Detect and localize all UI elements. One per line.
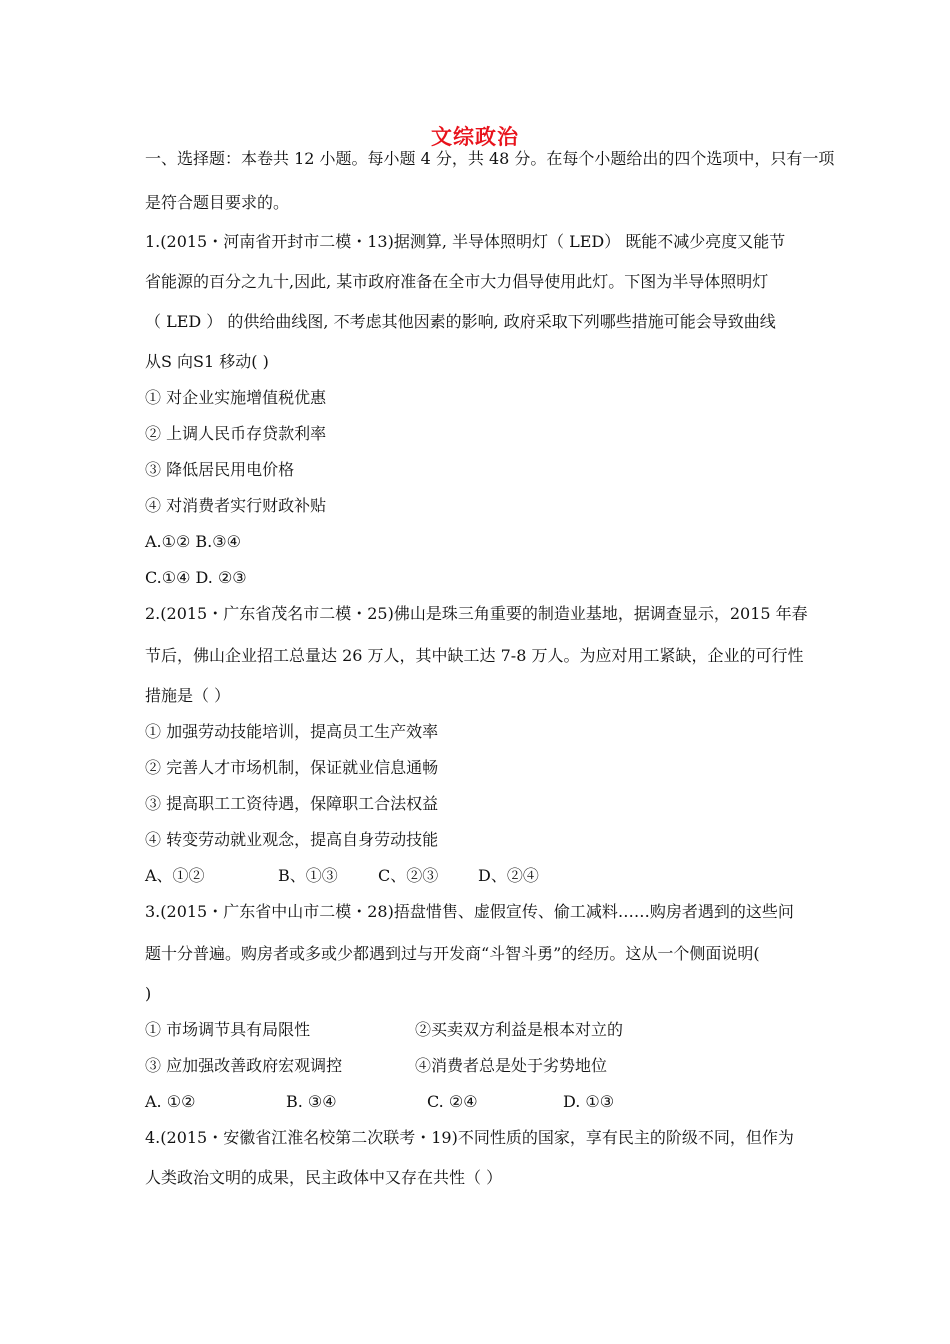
q3-item: ④消费者总是处于劣势地位 <box>415 1056 608 1075</box>
q1-choices: C.①④ D. ②③ <box>145 568 247 587</box>
q2-stem-line: 节后，佛山企业招工总量达 26 万人，其中缺工达 7-8 万人。为应对用工紧缺，企业的可行性 <box>145 646 804 665</box>
q2-choices <box>145 865 815 887</box>
q1-item: ③ 降低居民用电价格 <box>145 460 295 479</box>
q1-item: ① 对企业实施增值税优惠 <box>145 388 327 407</box>
q1-item: ④ 对消费者实行财政补贴 <box>145 496 327 515</box>
q3-item: ③ 应加强改善政府宏观调控 <box>145 1056 343 1075</box>
q2-item: ③ 提高职工工资待遇，保障职工合法权益 <box>145 794 439 813</box>
q2-stem-line: 2.(2015・广东省茂名市二模・25)佛山是珠三角重要的制造业基地，据调查显示，2015 年春 <box>145 604 808 623</box>
q2-choice-b: B、①③ <box>278 866 338 885</box>
q1-stem-line: 从S 向S1 移动( ) <box>145 352 269 371</box>
q2-item: ① 加强劳动技能培训，提高员工生产效率 <box>145 722 439 741</box>
q3-item: ②买卖双方利益是根本对立的 <box>415 1020 624 1039</box>
q3-choice-c: C. ②④ <box>427 1092 478 1111</box>
page-title: 文综政治 <box>431 125 519 149</box>
q2-item: ④ 转变劳动就业观念，提高自身劳动技能 <box>145 830 439 849</box>
q1-item: ② 上调人民币存贷款利率 <box>145 424 327 443</box>
q3-stem-line: ) <box>145 984 152 1003</box>
q1-choices: A.①② B.③④ <box>145 532 241 551</box>
q2-item: ② 完善人才市场机制，保证就业信息通畅 <box>145 758 439 777</box>
q3-items-row <box>145 1019 815 1041</box>
q2-choice-c: C、②③ <box>378 866 439 885</box>
q3-choice-b: B. ③④ <box>286 1092 337 1111</box>
q3-stem-line: 3.(2015・广东省中山市二模・28)捂盘惜售、虚假宣传、偷工减料……购房者遇到的这些问 <box>145 902 794 921</box>
q4-stem-line: 人类政治文明的成果，民主政体中又存在共性（ ） <box>145 1168 503 1187</box>
q4-stem-line: 4.(2015・安徽省江淮名校第二次联考・19)不同性质的国家，享有民主的阶级不同，但作为 <box>145 1128 794 1147</box>
q3-item: ① 市场调节具有局限性 <box>145 1020 311 1039</box>
q2-stem-line: 措施是（ ） <box>145 686 231 705</box>
q3-items-row <box>145 1055 815 1077</box>
q3-choice-d: D. ①③ <box>563 1092 615 1111</box>
q3-choices <box>145 1091 815 1113</box>
q1-stem-line: 省能源的百分之九十,因此, 某市政府准备在全市大力倡导使用此灯。下图为半导体照明灯 <box>145 272 769 291</box>
q3-choice-a: A. ①② <box>145 1092 196 1111</box>
q1-stem-line: 1.(2015・河南省开封市二模・13)据测算, 半导体照明灯（ LED） 既能不减少亮度又能节 <box>145 232 786 251</box>
intro-line: 是符合题目要求的。 <box>145 193 290 212</box>
q1-stem-line: （ LED ） 的供给曲线图, 不考虑其他因素的影响, 政府采取下列哪些措施可能会导致曲线 <box>145 312 776 331</box>
q2-choice-a: A、①② <box>145 866 205 885</box>
q3-stem-line: 题十分普遍。购房者或多或少都遇到过与开发商“斗智斗勇”的经历。这从一个侧面说明( <box>145 944 760 963</box>
q2-choice-d: D、②④ <box>478 866 539 885</box>
intro-line: 一、选择题：本卷共 12 小题。每小题 4 分，共 48 分。在每个小题给出的四个选项中，只有一项 <box>145 149 835 168</box>
